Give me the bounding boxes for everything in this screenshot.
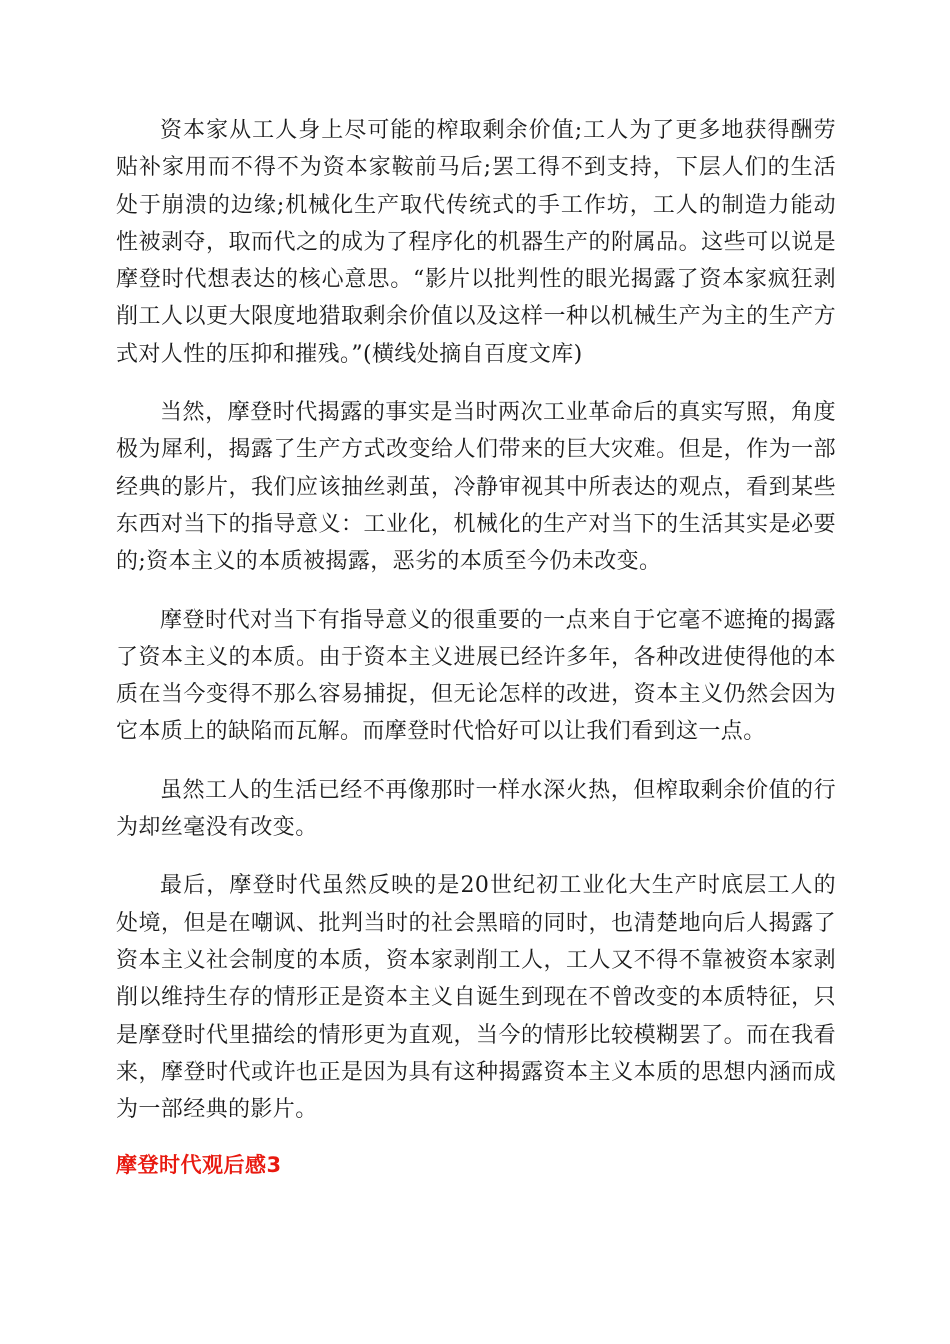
paragraph-4: 虽然工人的生活已经不再像那时一样水深火热，但榨取剩余价值的行为却丝毫没有改变。 [116,777,836,841]
section-heading: 摩登时代观后感3 [116,1153,282,1178]
paragraph-1: 资本家从工人身上尽可能的榨取剩余价值;工人为了更多地获得酬劳贴补家用而不得不为资本家鞍前马后;罢工得不到支持，下层人们的生活处于崩溃的边缘;机械化生产取代传统式的手工作坊，工人的制造力能动性被剥夺，取而代之的成为了程序化的机器生产的附属品。这些可以说是摩登时代想表达的核心意思。“影片以批判性的眼光揭露了资本家疯狂剥削工人以更大限度地猎取剩余价值以及这样一种以机械生产为主的生产方式对人性的压抑和摧残。”(横线处摘自百度文库) [116,118,836,367]
paragraph-3: 摩登时代对当下有指导意义的很重要的一点来自于它毫不遮掩的揭露了资本主义的本质。由于资本主义进展已经许多年，各种改进使得他的本质在当今变得不那么容易捕捉，但无论怎样的改进，资本主义仍然会因为它本质上的缺陷而瓦解。而摩登时代恰好可以让我们看到这一点。 [116,607,836,745]
paragraph-2: 当然，摩登时代揭露的事实是当时两次工业革命后的真实写照，角度极为犀利，揭露了生产方式改变给人们带来的巨大灾难。但是，作为一部经典的影片，我们应该抽丝剥茧，冷静审视其中所表达的观点，看到某些东西对当下的指导意义：工业化，机械化的生产对当下的生活其实是必要的;资本主义的本质被揭露，恶劣的本质至今仍未改变。 [116,400,836,575]
document-body [116,112,836,1180]
paragraph-5: 最后，摩登时代虽然反映的是20世纪初工业化大生产时底层工人的处境，但是在嘲讽、批判当时的社会黑暗的同时，也清楚地向后人揭露了资本主义社会制度的本质，资本家剥削工人，工人又不得不靠被资本家剥削以维持生存的情形正是资本主义自诞生到现在不曾改变的本质特征，只是摩登时代里描绘的情形更为直观，当今的情形比较模糊罢了。而在我看来，摩登时代或许也正是因为具有这种揭露资本主义本质的思想内涵而成为一部经典的影片。 [116,873,836,1123]
